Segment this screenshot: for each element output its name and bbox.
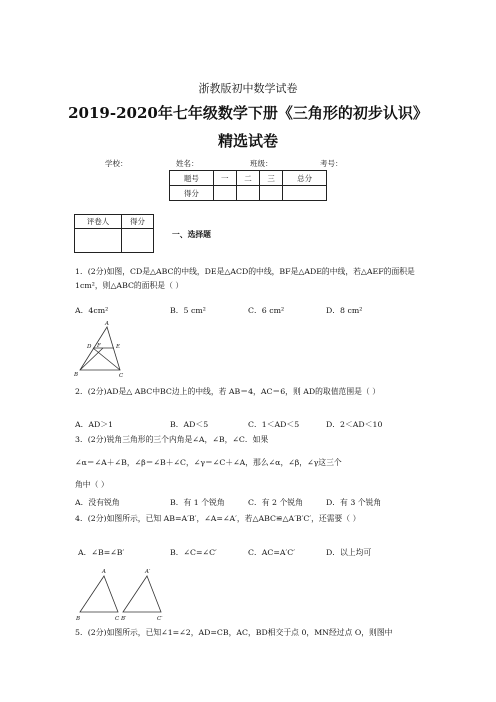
page-title-line2: 精选试卷 [217, 132, 278, 150]
option: C．1＜AD＜5 [248, 420, 300, 429]
section-heading: 一、选择题 [172, 230, 211, 239]
grader-header: 得分 [122, 215, 154, 229]
fig1-label: C [119, 373, 124, 379]
option: D．8 cm² [326, 306, 363, 315]
question-2: 2．(2分)AD是△ ABC中BC边上的中线，若 AB＝4，AC＝6，则 AD的取值范围是（ ） [75, 387, 380, 396]
fig1-label: A [105, 321, 109, 327]
option: B．∠C=∠C′ [170, 548, 217, 557]
grader-table [74, 214, 154, 253]
option: A．没有锐角 [75, 498, 120, 507]
question-5: 5．(2分)如图所示，已知∠1=∠2，AD=CB，AC，BD相交于点 0，MN经过点 O，则图中 [75, 628, 393, 637]
option: B．5 cm² [170, 306, 206, 315]
question-3-line2: ∠α＝∠A＋∠B，∠β＝∠B＋∠C，∠γ＝∠C＋∠A，那么∠α，∠β，∠γ这三个 [75, 458, 342, 467]
question-3: 3．(2分)锐角三角形的三个内角是∠A，∠B，∠C．如果 [75, 435, 269, 444]
subtitle: 浙教版初中数学试卷 [198, 82, 298, 95]
question-3-line3: 角中（ ） [75, 480, 109, 489]
score-table [169, 170, 327, 201]
score-cell [213, 186, 236, 201]
fig2-label: B′ [121, 616, 127, 622]
score-row-label: 得分 [170, 186, 214, 201]
score-header: 总分 [283, 171, 327, 186]
score-header: 三 [260, 171, 283, 186]
name-field: 姓名： [176, 159, 199, 168]
option: D．2＜AD＜10 [326, 420, 383, 429]
option: A．4cm² [75, 306, 109, 315]
grader-cell [122, 229, 154, 253]
fig1-label: E [116, 344, 121, 350]
fig2-label: C′ [157, 616, 163, 622]
score-header: 二 [236, 171, 259, 186]
score-cell [260, 186, 283, 201]
fig2-label: C [115, 616, 120, 622]
question-4: 4．(2分)如图所示，已知 AB=A′B′，∠A=∠A′，若△ABC≌△A′B′C′，还需要（ ） [75, 514, 361, 523]
figure-triangle-1 [72, 318, 132, 380]
option: C．6 cm² [248, 306, 285, 315]
fig1-label: B [74, 372, 79, 378]
figure-triangles-2 [74, 565, 166, 625]
school-field: 学校： [105, 159, 128, 168]
grader-cell [75, 229, 122, 253]
option: D．有 3 个锐角 [326, 498, 382, 507]
page-title: 2019-2020年七年级数学下册《三角形的初步认识》 [68, 104, 428, 122]
option: B．有 1 个锐角 [170, 498, 225, 507]
option: C．有 2 个锐角 [248, 498, 303, 507]
fig2-label: A [102, 569, 106, 575]
fig1-label: F [97, 343, 101, 349]
option: D．以上均可 [326, 548, 372, 557]
question-1: 1．(2分)如图，CD是△ABC的中线，DE是△ACD的中线，BF是△ADE的中线，若△AEF的面积是 1cm²，则△ABC的面积是（ ） [75, 267, 415, 290]
option: A．∠B=∠B′ [78, 548, 125, 557]
score-cell [236, 186, 259, 201]
score-header: 题号 [170, 171, 214, 186]
fig2-label: B [76, 616, 81, 622]
option: B．AD＜5 [170, 420, 209, 429]
score-header: 一 [213, 171, 236, 186]
number-field: 考号： [320, 159, 343, 168]
option: C．AC=A′C′ [248, 548, 296, 557]
score-cell [283, 186, 327, 201]
grader-header: 评卷人 [75, 215, 122, 229]
fig1-label: D [87, 344, 92, 350]
fig2-label: A′ [145, 569, 151, 575]
class-field: 班级： [250, 159, 273, 168]
option: A．AD＞1 [75, 420, 114, 429]
